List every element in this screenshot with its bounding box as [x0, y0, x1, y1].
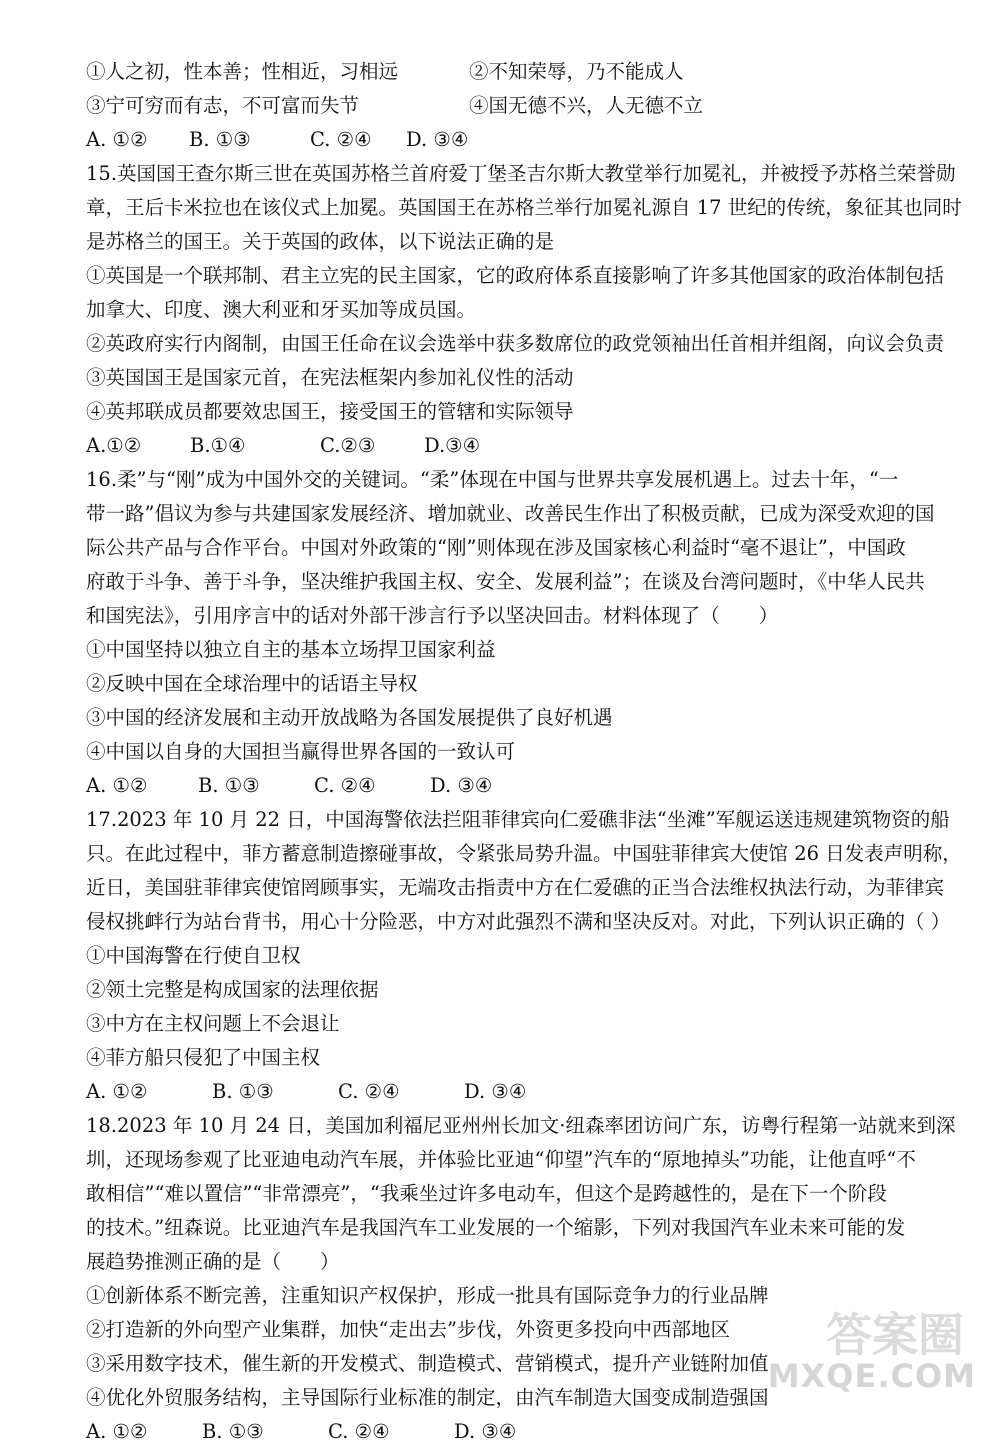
q15-choice-d[interactable]: D.③④ — [424, 434, 481, 457]
q15-answer-choices — [86, 429, 922, 463]
q16-option-1: ①中国坚持以独立自主的基本立场捍卫国家利益 — [86, 638, 496, 661]
q18-choice-d[interactable]: D. ③④ — [454, 1420, 517, 1443]
q14-option-3: ③宁可穷而有志，不可富而失节 — [86, 94, 360, 117]
q14-choice-a[interactable]: A. ①② — [86, 128, 148, 151]
q15-choice-a[interactable]: A.①② — [86, 434, 142, 457]
q16-choice-d[interactable]: D. ③④ — [430, 774, 493, 797]
q17-option-1: ①中国海警在行使自卫权 — [86, 944, 301, 967]
q16-stem-line4: 府敢于斗争、善于斗争，坚决维护我国主权、安全、发展利益”；在谈及台湾问题时，《中华人民共 — [86, 570, 925, 593]
q17-stem-line4: 侵权挑衅行为站台背书，用心十分险恶，中方对此强烈不满和坚决反对。对此，下列认识正确的（ ） — [86, 910, 951, 933]
q15-choice-c[interactable]: C.②③ — [320, 434, 376, 457]
q16-choice-c[interactable]: C. ②④ — [314, 774, 376, 797]
q14-option-4: ④国无德不兴，人无德不立 — [469, 94, 704, 117]
watermark-logo-mark: 答案圈 — [826, 1308, 964, 1362]
q17-choice-d[interactable]: D. ③④ — [464, 1080, 527, 1103]
q17-choice-b[interactable]: B. ①③ — [212, 1080, 274, 1103]
q15-stem-line1: 15.英国国王查尔斯三世在英国苏格兰首府爱丁堡圣吉尔斯大教堂举行加冕礼，并被授予苏格兰荣誉勋 — [86, 162, 956, 185]
q15-stem-line3: 是苏格兰的国王。关于英国的政体，以下说法正确的是 — [86, 230, 555, 253]
q18-choice-b[interactable]: B. ①③ — [202, 1420, 264, 1443]
q14-option-2: ②不知荣辱，乃不能成人 — [469, 60, 684, 83]
q18-stem-line3: 敢相信”“难以置信”“非常漂亮”，“我乘坐过许多电动车，但这个是跨越性的，是在下一个阶段 — [86, 1182, 887, 1205]
q15-option-2: ②英政府实行内阁制，由国王任命在议会选举中获多数席位的政党领袖出任首相并组阁，向议会负责 — [86, 332, 945, 355]
q15-option-4: ④英邦联成员都要效忠国王，接受国王的管辖和实际领导 — [86, 400, 574, 423]
q17-choice-c[interactable]: C. ②④ — [338, 1080, 400, 1103]
q17-answer-choices — [86, 1075, 922, 1109]
q18-stem-line5: 展趋势推测正确的是（ ） — [86, 1250, 340, 1273]
q18-stem-line1: 18.2023 年 10 月 24 日，美国加利福尼亚州州长加文·纽森率团访问广东，访粤行程第一站就来到深 — [86, 1114, 956, 1137]
q14-choice-d[interactable]: D. ③④ — [406, 128, 469, 151]
watermark-logo — [767, 1299, 976, 1399]
q17-stem-line2: 只。在此过程中，菲方蓄意制造擦碰事故，令紧张局势升温。中国驻菲律宾大使馆 26 日发表声明称， — [86, 842, 962, 865]
q15-option-3: ③英国国王是国家元首，在宪法框架内参加礼仪性的活动 — [86, 366, 574, 389]
q15-option-1-line1: ①英国是一个联邦制、君主立宪的民主国家，它的政府体系直接影响了许多其他国家的政治体制包括 — [86, 264, 945, 287]
q18-choice-c[interactable]: C. ②④ — [328, 1420, 390, 1443]
q17-stem-line3: 近日，美国驻菲律宾使馆罔顾事实，无端攻击指责中方在仁爱礁的正当合法维权执法行动，为菲律宾 — [86, 876, 945, 899]
q18-option-3: ③采用数字技术，催生新的开发模式、制造模式、营销模式，提升产业链附加值 — [86, 1352, 769, 1375]
q14-choice-b[interactable]: B. ①③ — [189, 128, 251, 151]
q15-stem-line2: 章，王后卡米拉也在该仪式上加冕。英国国王在苏格兰举行加冕礼源自 17 世纪的传统，象征其也同时 — [86, 196, 962, 219]
q18-stem-line4: 的技术。”纽森说。比亚迪汽车是我国汽车工业发展的一个缩影，下列对我国汽车业未来可能的发 — [86, 1216, 906, 1239]
q16-choice-b[interactable]: B. ①③ — [198, 774, 260, 797]
q18-choice-a[interactable]: A. ①② — [86, 1420, 148, 1443]
q18-option-4: ④优化外贸服务结构，主导国际行业标准的制定，由汽车制造大国变成制造强国 — [86, 1386, 769, 1409]
q15-choice-b[interactable]: B.①④ — [190, 434, 246, 457]
q16-answer-choices — [86, 769, 922, 803]
q16-option-2: ②反映中国在全球治理中的话语主导权 — [86, 672, 418, 695]
exam-page — [86, 55, 962, 1449]
q17-stem-line1: 17.2023 年 10 月 22 日，中国海警依法拦阻菲律宾向仁爱礁非法“坐滩”军舰运送违规建筑物资的船 — [86, 808, 950, 831]
q16-option-3: ③中国的经济发展和主动开放战略为各国发展提供了良好机遇 — [86, 706, 613, 729]
q16-stem-line1: 16.柔”与“刚”成为中国外交的关键词。“柔”体现在中国与世界共享发展机遇上。过去十年，“一 — [86, 468, 899, 491]
q18-answer-choices — [86, 1415, 922, 1449]
q14-answer-choices — [86, 123, 922, 157]
q16-stem-line2: 带一路”倡议为参与共建国家发展经济、增加就业、改善民生作出了积极贡献，已成为深受欢迎的国 — [86, 502, 935, 525]
q17-option-2: ②领土完整是构成国家的法理依据 — [86, 978, 379, 1001]
q15-option-1-line2: 加拿大、印度、澳大利亚和牙买加等成员国。 — [86, 298, 477, 321]
q17-option-4: ④菲方船只侵犯了中国主权 — [86, 1046, 321, 1069]
q18-stem-line2: 圳，还现场参观了比亚迪电动汽车展，并体验比亚迪“仰望”汽车的“原地掉头”功能，让他直呼“不 — [86, 1148, 916, 1171]
q16-choice-a[interactable]: A. ①② — [86, 774, 148, 797]
q14-option-1: ①人之初，性本善；性相近，习相远 — [86, 60, 399, 83]
q18-option-2: ②打造新的外向型产业集群，加快“走出去”步伐，外资更多投向中西部地区 — [86, 1318, 730, 1341]
q14-choice-c[interactable]: C. ②④ — [310, 128, 372, 151]
q14-options-row1 — [86, 55, 922, 89]
q17-option-3: ③中方在主权问题上不会退让 — [86, 1012, 340, 1035]
q17-choice-a[interactable]: A. ①② — [86, 1080, 148, 1103]
q16-option-4: ④中国以自身的大国担当赢得世界各国的一致认可 — [86, 740, 516, 763]
watermark-site: MXQE.COM — [767, 1357, 976, 1395]
q14-options-row2 — [86, 89, 922, 123]
q16-stem-line3: 际公共产品与合作平台。中国对外政策的“刚”则体现在涉及国家核心利益时“毫不退让”，中国政 — [86, 536, 906, 559]
q18-option-1: ①创新体系不断完善，注重知识产权保护，形成一批具有国际竞争力的行业品牌 — [86, 1284, 769, 1307]
q16-stem-line5: 和国宪法》，引用序言中的话对外部干涉言行予以坚决回击。材料体现了（ ） — [86, 604, 779, 627]
